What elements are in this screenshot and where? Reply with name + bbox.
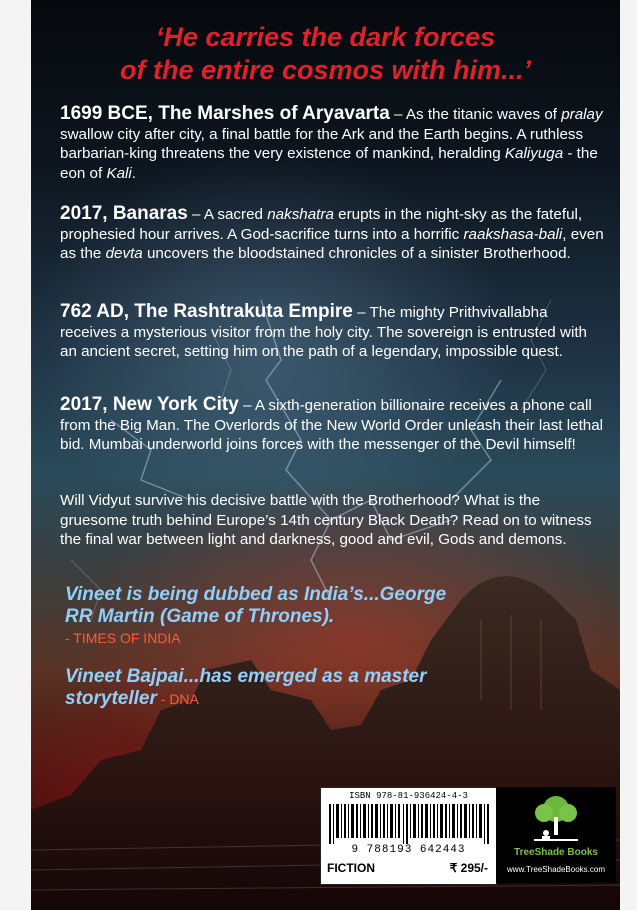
closing-paragraph: Will Vidyut survive his decisive battle with the Brotherhood? What is the gruesome truth behind Europe’s 14th century Black Death? Read on to witness the final war between light and darkness, good and evil, Gods and demons. <box>60 492 592 549</box>
price-label: ₹ 295/- <box>449 861 488 875</box>
back-cover <box>31 0 620 910</box>
praise-quote-1: Vineet is being dubbed as India’s...George RR Martin (Game of Thrones). <box>65 584 447 627</box>
section-heading: 2017, Banaras <box>60 203 188 224</box>
barcode-number: 9 788193 642443 <box>351 844 466 856</box>
praise-source-2: - DNA <box>156 691 199 707</box>
section-new-york: 2017, New York City – A sixth-generation billionaire receives a phone call from the Big Man. The Overlords of the New World Order unleash their last lethal bid. Mumbai underworld joins forces with the messenger of the Devil himself! <box>60 394 604 454</box>
genre-label: FICTION <box>327 861 375 875</box>
barcode-panel <box>320 787 497 885</box>
tree-logo-icon <box>526 793 586 843</box>
section-banaras: 2017, Banaras – A sacred nakshatra erupts in the night-sky as the fateful, prophesied hour arrives. A God-sacrifice turns into a horrific raakshasa-bali, even as the devta uncovers the bloodstained chronicles of a sinister Brotherhood. <box>60 203 604 263</box>
isbn-label: ISBN 978-81-936424-4-3 <box>349 791 468 801</box>
publisher-url: www.TreeShadeBooks.com <box>507 865 605 874</box>
publisher-panel <box>496 787 616 883</box>
cover-quote-line2: of the entire cosmos with him...’ <box>119 55 532 85</box>
praise-source-1: - TIMES OF INDIA <box>65 630 181 646</box>
section-rashtrakuta: 762 AD, The Rashtrakuta Empire – The mighty Prithvivallabha receives a mysterious visitor from the holy city. The sovereign is entrusted with an ancient secret, setting him on the path of a legendary, impossible quest. <box>60 301 587 361</box>
section-heading: 1699 BCE, The Marshes of Aryavarta <box>60 103 390 124</box>
cover-quote-line1: ‘He carries the dark forces <box>155 22 496 52</box>
section-heading: 2017, New York City <box>60 394 239 415</box>
publisher-name: TreeShade Books <box>514 847 598 858</box>
barcode-icon <box>329 804 489 844</box>
section-aryavarta: 1699 BCE, The Marshes of Aryavarta – As the titanic waves of pralay swallow city after city, a final battle for the Ark and the Earth begins. A ruthless barbarian-king threatens the very existence of mankind, heralding Kaliyuga - the eon of Kali. <box>60 103 603 182</box>
section-heading: 762 AD, The Rashtrakuta Empire <box>60 301 353 322</box>
praise-quote-2: Vineet Bajpai...has emerged as a master storyteller - DNA <box>65 666 427 709</box>
